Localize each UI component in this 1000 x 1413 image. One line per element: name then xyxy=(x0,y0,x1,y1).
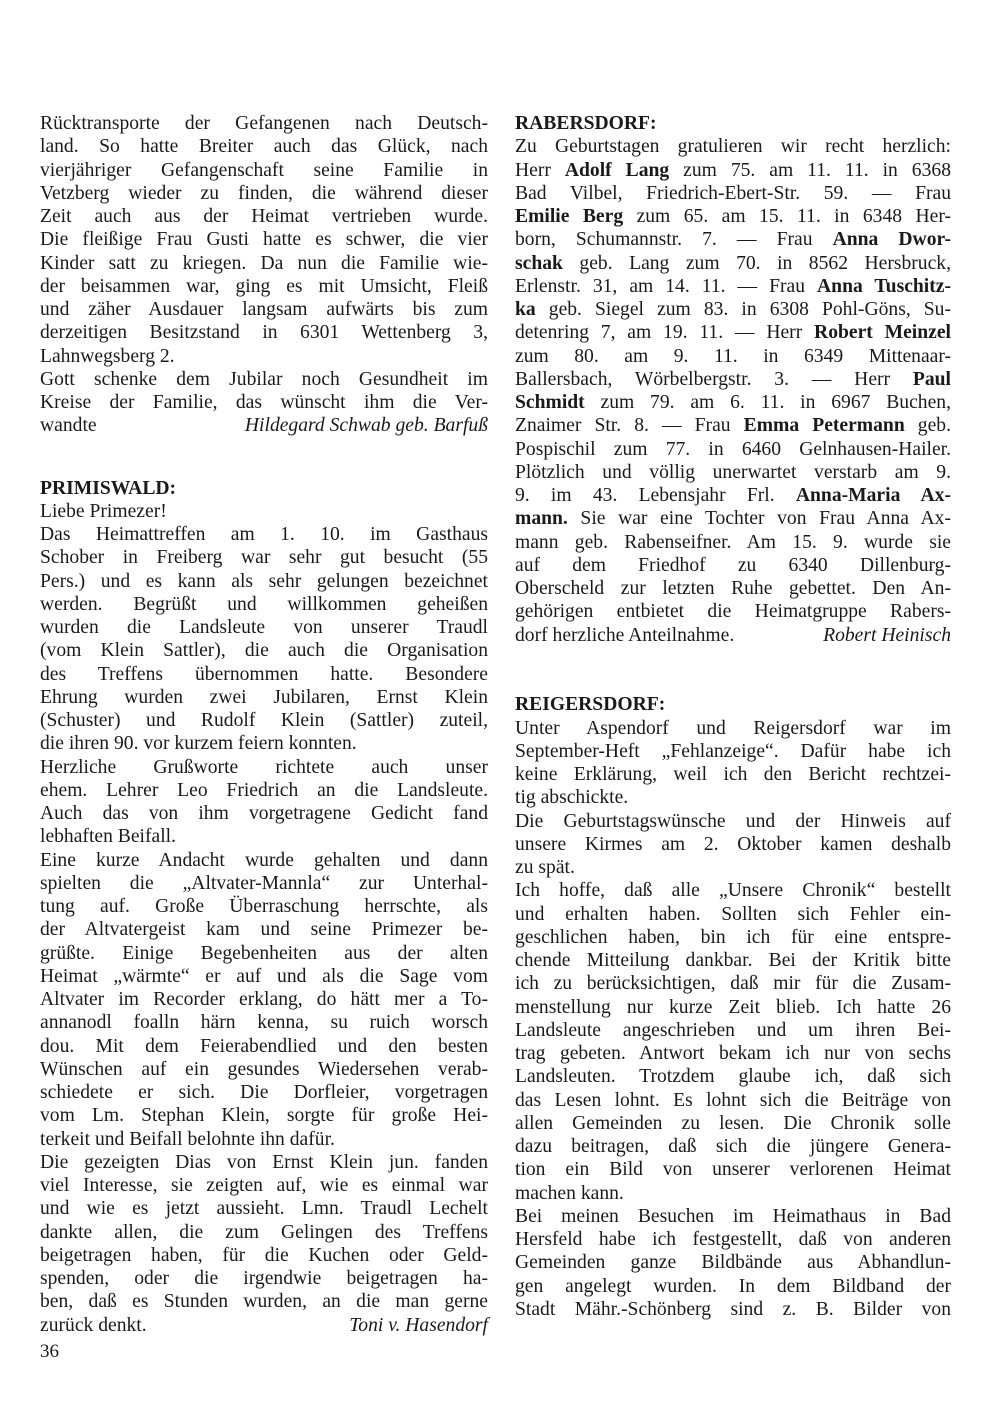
text-run: Auch das von ihm vorgetragene Gedicht fand xyxy=(40,803,488,824)
author-signature: Toni v. Hasendorf xyxy=(349,1314,488,1336)
text-run: lebhaften Beifall. xyxy=(40,826,177,848)
text-run: Sie war eine Tochter von Frau Anna Ax- xyxy=(567,508,951,530)
bold-name: Robert Meinzel xyxy=(814,322,951,344)
text-line xyxy=(40,275,488,298)
text-run: Die gezeigten Dias von Ernst Klein jun. fanden xyxy=(40,1151,488,1173)
text-line xyxy=(40,988,488,1011)
text-run: Ballersbach, Wörbelbergstr. 3. — Herr xyxy=(515,368,913,390)
text-run: tion ein Bild von unserer verlorenen Heimat xyxy=(515,1159,951,1181)
text-line xyxy=(40,686,488,709)
text-line xyxy=(40,182,488,205)
text-run: Heimat „wärmte“ er auf und als die Sage vom xyxy=(40,965,488,987)
bold-name: schak xyxy=(515,252,563,274)
text-line xyxy=(515,321,951,344)
text-run: Hersfeld habe ich festgestellt, daß von anderen xyxy=(515,1229,951,1250)
text-line xyxy=(40,918,488,941)
text-run: annanodl foalln härn kenna, su ruich worsch xyxy=(40,1012,488,1034)
text-line xyxy=(40,135,488,158)
text-run: Die fleißige Frau Gusti hatte es schwer, die vier xyxy=(40,229,488,251)
bold-name: Anna Tuschitz- xyxy=(817,275,951,297)
text-run: und zäher Ausdauer langsam aufwärts bis zum xyxy=(40,299,488,320)
text-line xyxy=(515,1251,951,1274)
text-run: gehörigen entbietet die Heimatgruppe Rabers- xyxy=(515,601,951,623)
text-run: Bad Vilbel, Friedrich-Ebert-Str. 59. — Frau xyxy=(515,182,951,204)
text-run: Ehrung wurden zwei Jubilaren, Ernst Klein xyxy=(40,686,488,708)
text-line xyxy=(515,484,951,507)
heading-text: PRIMISWALD: xyxy=(40,477,177,499)
section-heading xyxy=(515,693,951,716)
text-line xyxy=(40,159,488,182)
text-line xyxy=(515,903,951,926)
text-line xyxy=(40,639,488,662)
text-line xyxy=(40,500,488,523)
text-line xyxy=(515,833,951,856)
paragraph-gap xyxy=(40,438,488,477)
text-line xyxy=(515,438,951,461)
text-line xyxy=(515,740,951,763)
text-run: keine Erklärung, weil ich den Bericht rechtzei- xyxy=(515,764,951,785)
text-run: Rücktransporte der Gefangenen nach Deutsch- xyxy=(40,113,488,134)
text-run: Zeit auch aus der Heimat vertrieben wurde. xyxy=(40,206,488,227)
bold-name: ka xyxy=(515,299,536,320)
text-line xyxy=(40,1011,488,1034)
text-run: werden. Begrüßt und willkommen geheißen xyxy=(40,593,488,615)
text-run: viel Interesse, sie zeigten auf, wie es einmal war xyxy=(40,1175,488,1196)
text-line xyxy=(515,298,951,321)
text-run: die ihren 90. vor kurzem feiern konnten. xyxy=(40,733,357,755)
text-line xyxy=(515,135,951,158)
text-run: und erhalten haben. Sollten sich Fehler ein- xyxy=(515,903,951,925)
text-line xyxy=(515,275,951,298)
text-run: Zu Geburtstagen gratulieren wir recht herzlich: xyxy=(515,136,951,158)
text-run: wandte xyxy=(40,415,97,437)
text-line xyxy=(40,1104,488,1127)
text-line xyxy=(515,368,951,391)
text-line xyxy=(515,624,951,647)
text-line xyxy=(40,523,488,546)
text-line xyxy=(40,616,488,639)
text-run: unsere Kirmes am 2. Oktober kamen deshalb xyxy=(515,833,951,855)
text-line xyxy=(40,1244,488,1267)
text-run: detenring 7, am 19. 11. — Herr xyxy=(515,322,815,344)
text-run: zu spät. xyxy=(515,857,575,878)
text-line xyxy=(40,1058,488,1081)
text-run: Stadt Mähr.-Schönberg sind z. B. Bilder von xyxy=(515,1298,951,1320)
heading-text: RABERSDORF: xyxy=(515,113,657,134)
text-run: spenden, oder die irgendwie beigetragen ha- xyxy=(40,1268,488,1289)
text-line xyxy=(515,205,951,228)
text-line xyxy=(40,756,488,779)
text-run: Das Heimattreffen am 1. 10. im Gasthaus xyxy=(40,524,488,545)
page-number: 36 xyxy=(40,1341,59,1362)
line-text xyxy=(40,414,97,437)
text-line xyxy=(515,1182,951,1205)
text-line xyxy=(40,298,488,321)
text-line xyxy=(40,849,488,872)
text-line xyxy=(515,531,951,554)
text-run: (vom Klein Sattler), die auch die Organisation xyxy=(40,640,488,662)
text-run: der Altvatergeist kam und seine Primezer be- xyxy=(40,919,488,941)
text-line xyxy=(515,461,951,484)
text-run: Landsleuten. Trotzdem glaube ich, daß sich xyxy=(515,1066,951,1088)
text-run: grüßte. Einige Begebenheiten aus der alten xyxy=(40,942,488,964)
text-line xyxy=(40,942,488,965)
text-run: des Treffens übernommen hatte. Besondere xyxy=(40,663,488,685)
text-line xyxy=(40,546,488,569)
text-run: Znaimer Str. 8. — Frau xyxy=(515,415,744,437)
text-line xyxy=(515,996,951,1019)
text-line xyxy=(40,709,488,732)
text-line xyxy=(40,965,488,988)
bold-name: mann. xyxy=(515,508,568,530)
text-line xyxy=(515,949,951,972)
text-line xyxy=(515,159,951,182)
text-run: mann geb. Rabenseifner. Am 15. 9. wurde sie xyxy=(515,531,951,553)
text-run: geschlichen haben, bin ich für eine entspre- xyxy=(515,926,951,948)
text-run: vierjähriger Gefangenschaft seine Familie in xyxy=(40,159,488,181)
text-run: zum 65. am 15. 11. in 6348 Her- xyxy=(623,206,951,227)
text-run: schiedete er sich. Die Dorfleier, vorgetragen xyxy=(40,1082,488,1103)
text-line xyxy=(40,802,488,825)
text-run: (Schuster) und Rudolf Klein (Sattler) zuteil, xyxy=(40,710,488,731)
text-line xyxy=(515,1205,951,1228)
text-line xyxy=(515,879,951,902)
text-run: trag gebeten. Antwort bekam ich nur von sechs xyxy=(515,1043,951,1064)
text-run: das Lesen lohnt. Es lohnt sich die Beiträge von xyxy=(515,1089,951,1111)
text-run: Schober in Freiberg war sehr gut besucht (55 xyxy=(40,547,488,569)
text-run: Lahnwegsberg 2. xyxy=(40,345,175,367)
text-run: Eine kurze Andacht wurde gehalten und dann xyxy=(40,849,488,871)
text-line xyxy=(515,554,951,577)
text-run: zum 80. am 9. 11. in 6349 Mittenaar- xyxy=(515,345,951,367)
text-run: machen kann. xyxy=(515,1182,624,1204)
text-line xyxy=(515,972,951,995)
text-line xyxy=(40,252,488,275)
text-run: Wünschen auf ein gesundes Wiedersehen verab- xyxy=(40,1058,488,1080)
text-line xyxy=(40,1174,488,1197)
text-line xyxy=(515,763,951,786)
text-run: tig abschickte. xyxy=(515,787,629,809)
text-line xyxy=(515,1112,951,1135)
text-line xyxy=(40,112,488,135)
text-run: zurück denkt. xyxy=(40,1314,147,1336)
text-run: Pers.) und es kann als sehr gelungen bezeichnet xyxy=(40,570,488,592)
text-run: ich zu berücksichtigen, daß mir für die Zusam- xyxy=(515,973,951,995)
text-run: Kinder satt zu kriegen. Da nun die Familie wie- xyxy=(40,252,488,274)
text-run: Kreise der Familie, das wünscht ihm die Ver- xyxy=(40,392,488,413)
paragraph-gap xyxy=(515,647,951,694)
text-line xyxy=(515,1019,951,1042)
text-run: geb. xyxy=(904,415,952,437)
left-column xyxy=(40,112,488,1337)
text-run: dazu beitragen, daß sich die jüngere Genera- xyxy=(515,1136,951,1157)
text-run: dou. Mit dem Feierabendlied und den besten xyxy=(40,1035,488,1057)
text-line xyxy=(40,1128,488,1151)
text-run: September-Heft „Fehlanzeige“. Dafür habe ich xyxy=(515,740,951,762)
text-line xyxy=(515,345,951,368)
text-run: Bei meinen Besuchen im Heimathaus in Bad xyxy=(515,1205,951,1227)
text-run: geb. Lang zum 70. in 8562 Hersbruck, xyxy=(562,252,951,274)
text-line xyxy=(515,414,951,437)
text-line xyxy=(515,507,951,530)
text-run: Erlenstr. 31, am 14. 11. — Frau xyxy=(515,275,818,297)
text-line xyxy=(40,345,488,368)
text-line xyxy=(40,1290,488,1313)
text-line xyxy=(40,593,488,616)
line-text xyxy=(40,1314,147,1337)
text-line xyxy=(40,391,488,414)
text-run: zum 79. am 6. 11. in 6967 Buchen, xyxy=(584,392,951,413)
text-line xyxy=(40,1314,488,1337)
text-run: beigetragen haben, für die Kuchen oder Geld- xyxy=(40,1244,488,1266)
text-line xyxy=(40,1081,488,1104)
text-line xyxy=(40,1151,488,1174)
text-run: land. So hatte Breiter auch das Glück, nach xyxy=(40,136,488,158)
text-line xyxy=(40,321,488,344)
text-run: spielten die „Altvater-Mannla“ zur Unterhal- xyxy=(40,872,488,894)
text-line xyxy=(40,825,488,848)
text-run: Herr xyxy=(515,159,565,181)
text-run: 9. im 43. Lebensjahr Frl. xyxy=(515,485,796,506)
text-run: auf dem Friedhof zu 6340 Dillenburg- xyxy=(515,554,951,576)
text-line xyxy=(40,205,488,228)
text-run: chende Mitteilung dankbar. Bei der Kritik bitte xyxy=(515,950,951,971)
text-run: Vetzberg wieder zu finden, die während dieser xyxy=(40,182,488,204)
text-run: zum 75. am 11. 11. in 6368 xyxy=(669,159,951,181)
author-signature: Hildegard Schwab geb. Barfuß xyxy=(244,415,488,437)
text-line xyxy=(515,1135,951,1158)
text-line xyxy=(515,1298,951,1321)
text-run: tung auf. Große Überraschung herrschte, als xyxy=(40,896,488,917)
text-line xyxy=(40,1197,488,1220)
text-line xyxy=(515,252,951,275)
text-run: gen angelegt wurden. In dem Bildband der xyxy=(515,1275,951,1297)
text-line xyxy=(40,570,488,593)
text-run: Altvater im Recorder erklang, do hätt mer a To- xyxy=(40,989,488,1010)
text-run: derzeitigen Besitzstand in 6301 Wettenberg 3, xyxy=(40,322,488,344)
text-run: Oberscheld zur letzten Ruhe gebettet. Den An- xyxy=(515,578,951,599)
heading-text: REIGERSDORF: xyxy=(515,694,666,716)
text-run: Herzliche Grußworte richtete auch unser xyxy=(40,756,488,778)
text-run: Gott schenke dem Jubilar noch Gesundheit im xyxy=(40,368,488,390)
text-run: terkeit und Beifall belohnte ihn dafür. xyxy=(40,1128,335,1150)
text-line xyxy=(515,926,951,949)
text-line xyxy=(515,1228,951,1251)
text-line xyxy=(40,1035,488,1058)
line-text xyxy=(515,624,734,647)
right-column xyxy=(515,112,951,1321)
text-line xyxy=(515,577,951,600)
section-heading xyxy=(40,477,488,500)
text-run: wurden die Landsleute von unserer Traudl xyxy=(40,617,488,638)
text-run: allen Gemeinden zu lesen. Die Chronik solle xyxy=(515,1112,951,1134)
section-heading xyxy=(515,112,951,135)
text-line xyxy=(515,1042,951,1065)
text-line xyxy=(40,1267,488,1290)
text-line xyxy=(40,228,488,251)
text-run: Liebe Primezer! xyxy=(40,500,167,522)
text-line xyxy=(515,1065,951,1088)
text-line xyxy=(515,1089,951,1112)
text-run: menstellung nur kurze Zeit blieb. Ich hatte 26 xyxy=(515,996,951,1018)
text-line xyxy=(515,717,951,740)
text-run: dankte allen, die zum Gelingen des Treffens xyxy=(40,1221,488,1243)
text-run: Gemeinden ganze Bildbände aus Abhandlun- xyxy=(515,1252,951,1274)
text-line xyxy=(40,414,488,437)
author-signature: Robert Heinisch xyxy=(823,624,951,646)
text-line xyxy=(515,1275,951,1298)
text-line xyxy=(515,786,951,809)
text-run: Pospischil zum 77. in 6460 Gelnhausen-Hailer. xyxy=(515,438,951,460)
text-run: Die Geburtstagswünsche und der Hinweis auf xyxy=(515,810,951,832)
text-run: Unter Aspendorf und Reigersdorf war im xyxy=(515,717,951,739)
bold-name: Anna Dwor- xyxy=(832,229,951,251)
text-line xyxy=(40,663,488,686)
bold-name: Emilie Berg xyxy=(515,206,624,227)
text-run: geb. Siegel zum 83. in 6308 Pohl-Göns, Su- xyxy=(535,299,951,320)
bold-name: Anna-Maria Ax- xyxy=(795,485,951,506)
text-line xyxy=(515,391,951,414)
text-line xyxy=(40,1221,488,1244)
text-line xyxy=(40,895,488,918)
text-run: vom Lm. Stephan Klein, sorgte für große Hei- xyxy=(40,1105,488,1127)
text-run: Landsleute angeschrieben und um ihren Bei- xyxy=(515,1019,951,1041)
text-line xyxy=(40,779,488,802)
text-line xyxy=(515,228,951,251)
text-line xyxy=(515,600,951,623)
text-run: born, Schumannstr. 7. — Frau xyxy=(515,229,833,251)
text-run: und wie es jetzt aussieht. Lmn. Traudl Lechelt xyxy=(40,1198,488,1220)
text-line xyxy=(40,368,488,391)
text-line xyxy=(515,810,951,833)
text-run: Plötzlich und völlig unerwartet verstarb am 9. xyxy=(515,461,951,483)
bold-name: Adolf Lang xyxy=(564,159,670,181)
text-run: ben, daß es Stunden wurden, an die man gerne xyxy=(40,1291,488,1313)
text-run: dorf herzliche Anteilnahme. xyxy=(515,624,735,646)
text-line xyxy=(515,1158,951,1181)
text-line xyxy=(40,732,488,755)
text-line xyxy=(40,872,488,895)
bold-name: Schmidt xyxy=(515,392,585,413)
text-run: Ich hoffe, daß alle „Unsere Chronik“ bestellt xyxy=(515,880,951,902)
text-run: der beisammen war, ging es mit Umsicht, Fleiß xyxy=(40,275,488,297)
text-line xyxy=(515,182,951,205)
text-line xyxy=(515,856,951,879)
bold-name: Emma Petermann xyxy=(743,415,905,437)
bold-name: Paul xyxy=(912,368,951,390)
text-run: ehem. Lehrer Leo Friedrich an die Landsleute. xyxy=(40,779,488,801)
